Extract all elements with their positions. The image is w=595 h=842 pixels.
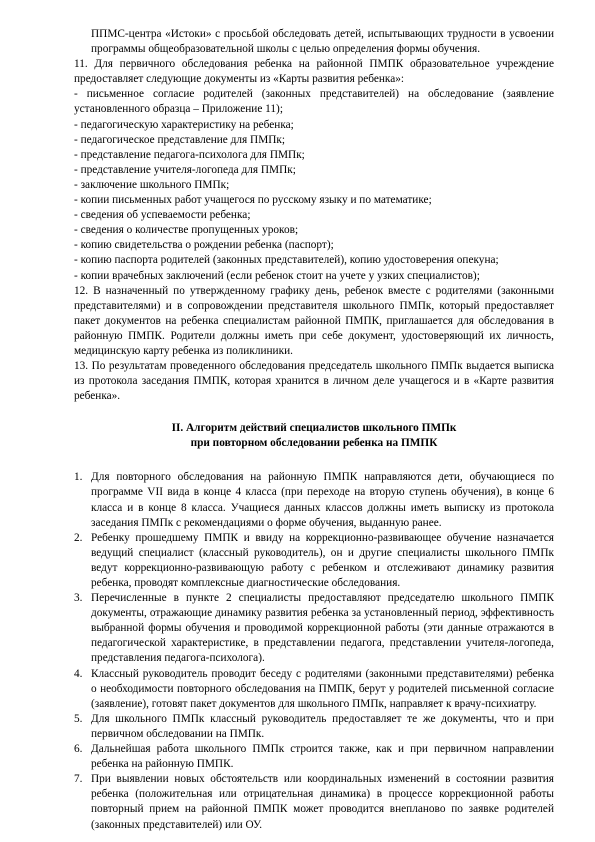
list-item-number: 3. — [74, 592, 83, 605]
list-item-number: 1. — [74, 471, 83, 484]
list-item-text: Классный руководитель проводит беседу с родителями (законными представителями) ребенка о необходимости повторного обследования на ПМПК, берут у родителей письменной согласие (заявление), готовят пакет документов для школьного ПМПк, направляет к врачу-психиатру. — [91, 667, 554, 710]
list-item-number: 7. — [74, 773, 83, 786]
document-item: - копию паспорта родителей (законных представителей), копию удостоверения опекуна; — [74, 254, 499, 267]
list-item-text: Дальнейшая работа школьного ПМПк строится также, как и при первичном направлении ребенка на районную ПМПК. — [91, 743, 554, 771]
document-item: - представление педагога-психолога для ПМПк; — [74, 148, 305, 161]
document-item: - копии врачебных заключений (если ребенок стоит на учете у узких специалистов); — [74, 269, 480, 282]
section-2-list — [74, 470, 554, 832]
list-item-number: 5. — [74, 712, 83, 725]
document-item: - педагогическое представление для ПМПк; — [74, 133, 286, 146]
list-item-text: Для повторного обследования на районную ПМПК направляются дети, обучающиеся по программе VII вида в конце 4 класса (при переходе на вторую ступень обучения), в конце 6 класса и в конце 8 класса. Учащиеся данных классов должны иметь выписку из протокола заседания ПМПк с рекомендациями о форме обучения, выданную ранее. — [91, 471, 554, 529]
document-item: - письменное согласие родителей (законных представителей) на обследование (заявление установленного образца – Приложение 11); — [74, 88, 554, 116]
paragraph-11: 11. Для первичного обследования ребенка на районной ПМПК образовательное учреждение предоставляет следующие документы из «Карты развития ребенка»: — [74, 58, 554, 86]
paragraph-13: 13. По результатам проведенного обследования председатель школьного ПМПк выдается выписка из протокола заседания ПМПК, которая хранится в личном деле учащегося и в «Карте развития ребенка». — [74, 360, 554, 403]
list-item — [74, 742, 554, 772]
list-item-number: 4. — [74, 667, 83, 680]
document-item: - копии письменных работ учащегося по русскому языку и по математике; — [74, 194, 432, 207]
document-item: - заключение школьного ПМПк; — [74, 178, 230, 191]
list-item — [74, 667, 554, 712]
list-item-text: При выявлении новых обстоятельств или координальных изменений в состоянии развития ребенка (положительная или отрицательная динамика) в процессе коррекционной работы повторный прием на районной ПМПК может проводится внепланово по заявке родителей (законных представителей) или ОУ. — [91, 773, 554, 831]
document-item: - копию свидетельства о рождении ребенка (паспорт); — [74, 239, 334, 252]
list-item-number: 2. — [74, 531, 83, 544]
list-item-number: 6. — [74, 743, 83, 756]
section-2-subtitle: при повторном обследовании ребенка на ПМПК — [190, 437, 438, 450]
document-item: - педагогическую характеристику на ребенка; — [74, 118, 294, 131]
list-item — [74, 591, 554, 666]
document-page — [74, 27, 554, 833]
document-item: - представление учителя-логопеда для ПМПк; — [74, 163, 296, 176]
documents-list — [74, 87, 554, 283]
document-item: - сведения о количестве пропущенных уроков; — [74, 224, 299, 237]
list-item — [74, 470, 554, 530]
list-item — [74, 712, 554, 742]
paragraph-12: 12. В назначенный по утвержденному графику день, ребенок вместе с родителями (законными представителями) и в сопровождении представителя школьного ПМПк, который предоставляет пакет документов на ребенка специалистам районной ПМПК, приглашается для обследования в районную ПМПК. Родители должны иметь при себе документ, удостоверяющий их личность, медицинскую карту ребенка из поликлиники. — [74, 284, 554, 357]
list-item — [74, 772, 554, 832]
section-2-title: II. Алгоритм действий специалистов школьного ПМПк — [171, 422, 457, 435]
list-item-text: Для школьного ПМПк классный руководитель предоставляет те же документы, что и при первичном обследовании на ПМПк. — [91, 712, 554, 740]
document-item: - сведения об успеваемости ребенка; — [74, 209, 251, 222]
list-item-text: Перечисленные в пункте 2 специалисты предоставляют председателю школьного ПМПК документы, отражающие динамику развития ребенка за установленный период, эффективность выбранной формы обучения и проводимой коррекционной работы (эти данные отражаются в педагогической характеристике, в представлении педагога, представлении учителя-логопеда, представления педагога-психолога). — [91, 592, 554, 665]
intro-continuation: ППМС-центра «Истоки» с просьбой обследовать детей, испытывающих трудности в усвоении программы общеобразовательной школы с целью определения формы обучения. — [91, 28, 554, 56]
list-item-text: Ребенку прошедшему ПМПК и ввиду на коррекционно-развивающее обучение назначается ведущий специалист (классный руководитель), он и другие специалисты школьного ПМПк ведут коррекционно-развивающую работу с ребенком и отслеживают динамику развития ребенка, проводят комплексные диагностические обследования. — [91, 531, 554, 589]
list-item — [74, 531, 554, 591]
